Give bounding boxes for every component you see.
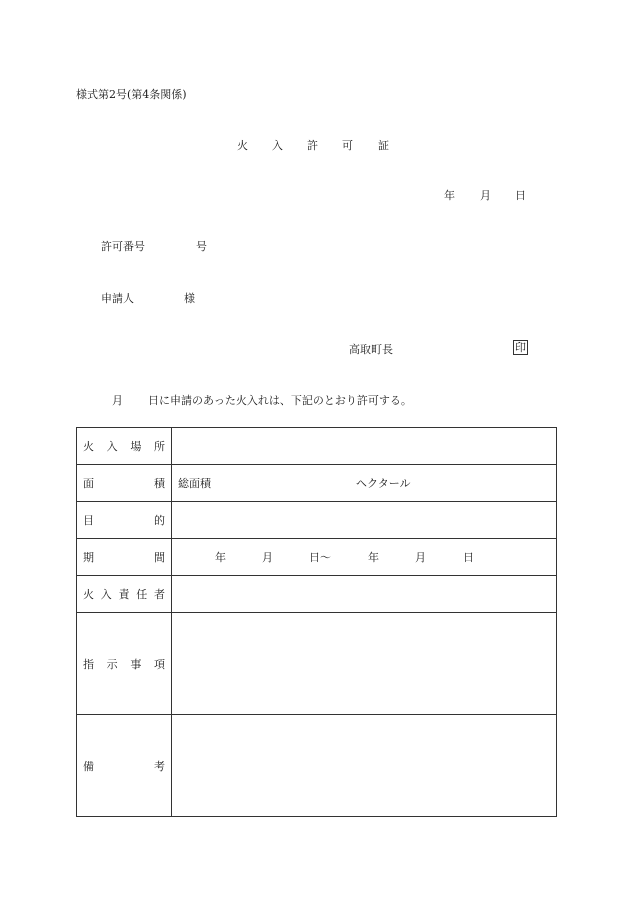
label-char: 考: [154, 759, 165, 773]
statement-month: 月: [112, 394, 123, 407]
label-area: [77, 465, 172, 502]
label-char: 責: [118, 588, 130, 601]
permit-number-label: 許可番号: [101, 240, 145, 253]
row-location: [77, 428, 557, 465]
label-char: 事: [130, 657, 142, 671]
period-end-day: 日: [463, 551, 474, 564]
permit-number-suffix: 号: [196, 240, 207, 253]
row-area: [77, 465, 557, 502]
applicant-label: 申請人: [101, 292, 134, 305]
label-char: 入: [100, 588, 112, 601]
period-end-month: 月: [415, 551, 426, 564]
row-period: [77, 539, 557, 576]
label-char: 項: [153, 657, 165, 671]
row-remarks: [77, 715, 557, 817]
label-period: [77, 539, 172, 576]
issuer-name: 高取町長: [349, 343, 393, 356]
applicant-suffix: 様: [184, 292, 195, 305]
row-responsible: [77, 576, 557, 613]
label-char: 所: [153, 440, 165, 453]
label-char: 備: [83, 759, 94, 773]
period-end-year: 年: [368, 551, 379, 564]
area-unit: ヘクタール: [356, 477, 411, 490]
title-char-2: 入: [272, 139, 283, 152]
label-char: 目: [83, 514, 94, 527]
date-month: 月: [480, 189, 491, 202]
label-char: 指: [83, 657, 94, 671]
label-purpose: [77, 502, 172, 539]
period-start-year: 年: [215, 551, 226, 564]
title-char-1: 火: [237, 139, 248, 152]
seal-mark: 印: [515, 341, 526, 354]
label-char: 面: [83, 477, 94, 490]
title-char-3: 許: [307, 139, 318, 152]
label-char: 期: [83, 551, 94, 564]
value-responsible[interactable]: [172, 576, 557, 613]
title-char-4: 可: [342, 139, 353, 152]
document-title: [0, 137, 630, 151]
label-char: 積: [154, 477, 165, 490]
form-number: 様式第2号(第4条関係): [76, 88, 187, 101]
value-purpose[interactable]: [172, 502, 557, 539]
statement-text: 日に申請のあった火入れは、下記のとおり許可する。: [148, 394, 412, 407]
label-char: 間: [154, 551, 165, 564]
label-instructions: [77, 613, 172, 715]
label-remarks: [77, 715, 172, 817]
date-day: 日: [515, 189, 526, 202]
label-char: 火: [83, 440, 94, 453]
period-start-month: 月: [262, 551, 273, 564]
row-instructions: [77, 613, 557, 715]
label-char: 任: [136, 588, 148, 601]
value-remarks[interactable]: [172, 715, 557, 817]
date-year: 年: [444, 189, 455, 202]
row-purpose: [77, 502, 557, 539]
permit-details-table: [76, 427, 557, 817]
value-area[interactable]: [172, 465, 557, 502]
label-char: 示: [106, 657, 118, 671]
label-char: 入: [106, 440, 118, 453]
label-char: 火: [83, 588, 94, 601]
value-instructions[interactable]: [172, 613, 557, 715]
value-period[interactable]: [172, 539, 557, 576]
label-char: 者: [154, 588, 165, 601]
label-char: 的: [154, 514, 165, 527]
period-start-day: 日〜: [309, 551, 331, 564]
label-responsible: [77, 576, 172, 613]
title-char-5: 証: [378, 139, 389, 152]
label-location: [77, 428, 172, 465]
value-location[interactable]: [172, 428, 557, 465]
total-area-label: 総面積: [178, 477, 211, 490]
label-char: 場: [130, 440, 142, 453]
